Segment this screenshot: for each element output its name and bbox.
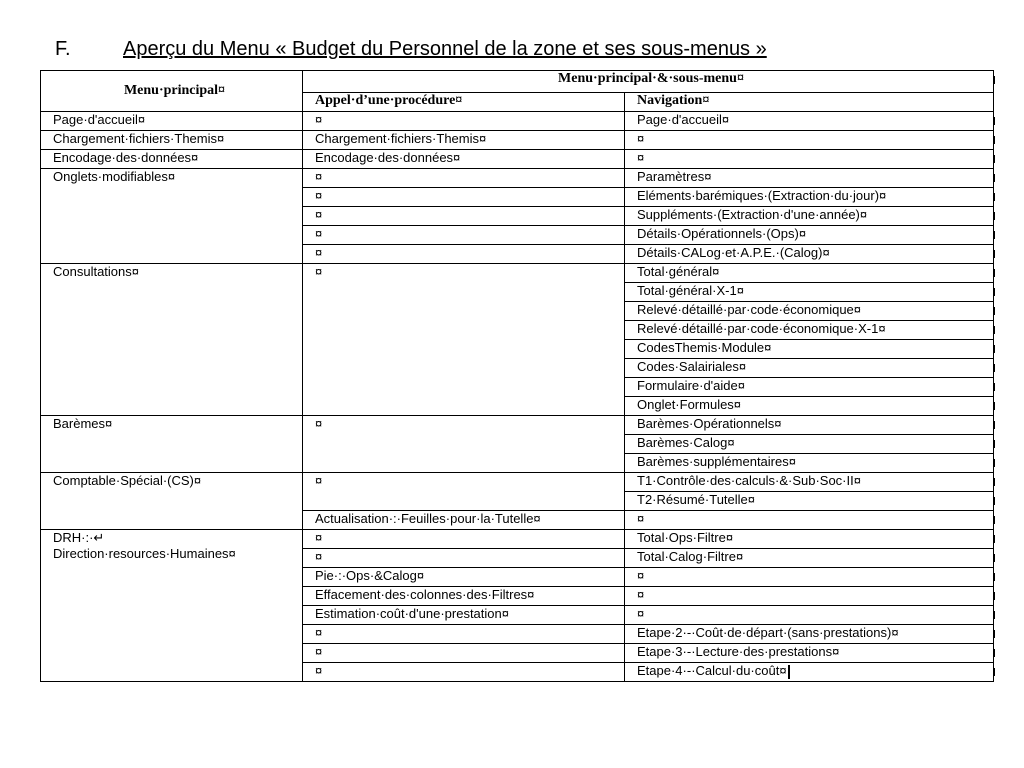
menu-table xyxy=(40,70,994,682)
cell-navigation: Onglet·Formules¤ xyxy=(625,397,994,416)
cell-procedure: ¤ xyxy=(303,473,625,511)
row-end-mark xyxy=(993,231,995,239)
row-end-mark xyxy=(993,535,995,543)
row-end-mark xyxy=(993,516,995,524)
cell-main: Consultations¤ xyxy=(41,264,303,416)
cell-navigation: Total·général¤ xyxy=(625,264,994,283)
cell-navigation: Barèmes·Opérationnels¤ xyxy=(625,416,994,435)
row-end-mark xyxy=(993,668,995,676)
row-end-mark xyxy=(993,440,995,448)
cell-procedure: ¤ xyxy=(303,169,625,188)
cell-procedure: Encodage·des·données¤ xyxy=(303,150,625,169)
row-end-mark xyxy=(993,402,995,410)
cell-navigation: Barèmes·Calog¤ xyxy=(625,435,994,454)
cell-navigation: Page·d'accueil¤ xyxy=(625,112,994,131)
header-main-menu: Menu·principal¤ xyxy=(41,71,303,112)
row-end-mark xyxy=(993,136,995,144)
row-end-mark xyxy=(993,155,995,163)
cell-procedure: ¤ xyxy=(303,226,625,245)
table-row xyxy=(41,150,994,169)
table-row xyxy=(41,530,994,549)
row-end-mark xyxy=(993,459,995,467)
row-end-mark xyxy=(993,307,995,315)
row-end-mark xyxy=(993,269,995,277)
last-nav-text: Etape·4·-·Calcul·du·coût¤ xyxy=(637,663,787,678)
cell-navigation: Eléments·barémiques·(Extraction·du·jour)¤ xyxy=(625,188,994,207)
cell-navigation: Détails·CALog·et·A.P.E.·(Calog)¤ xyxy=(625,245,994,264)
row-end-mark xyxy=(993,250,995,258)
drh-line-1: DRH·:·↵ xyxy=(53,530,105,545)
cell-navigation: Formulaire·d'aide¤ xyxy=(625,378,994,397)
row-end-mark xyxy=(993,174,995,182)
text-cursor xyxy=(788,665,790,679)
cell-navigation: Paramètres¤ xyxy=(625,169,994,188)
cell-main: Encodage·des·données¤ xyxy=(41,150,303,169)
cell-navigation: Détails·Opérationnels·(Ops)¤ xyxy=(625,226,994,245)
cell-main: Page·d'accueil¤ xyxy=(41,112,303,131)
cell-procedure: Estimation·coût·d'une·prestation¤ xyxy=(303,606,625,625)
row-end-mark xyxy=(993,478,995,486)
cell-navigation-last xyxy=(625,663,994,682)
table-row xyxy=(41,169,994,188)
section-heading xyxy=(55,38,767,61)
cell-navigation: Total·Calog·Filtre¤ xyxy=(625,549,994,568)
cell-navigation: T1·Contrôle·des·calculs·&·Sub·Soc·II¤ xyxy=(625,473,994,492)
cell-navigation: Etape·3·-·Lecture·des·prestations¤ xyxy=(625,644,994,663)
drh-line-2: Direction·resources·Humaines¤ xyxy=(53,546,236,561)
cell-navigation: Barèmes·supplémentaires¤ xyxy=(625,454,994,473)
row-end-mark xyxy=(993,364,995,372)
cell-procedure: Actualisation·:·Feuilles·pour·la·Tutelle¤ xyxy=(303,511,625,530)
cell-procedure: Chargement·fichiers·Themis¤ xyxy=(303,131,625,150)
row-end-mark xyxy=(993,117,995,125)
cell-procedure: ¤ xyxy=(303,549,625,568)
cell-procedure: ¤ xyxy=(303,625,625,644)
cell-procedure: ¤ xyxy=(303,644,625,663)
cell-main: Comptable·Spécial·(CS)¤ xyxy=(41,473,303,530)
cell-procedure: ¤ xyxy=(303,207,625,226)
row-end-mark xyxy=(993,554,995,562)
row-end-mark xyxy=(993,421,995,429)
cell-navigation: Codes·Salairiales¤ xyxy=(625,359,994,378)
cell-main: Chargement·fichiers·Themis¤ xyxy=(41,131,303,150)
cell-procedure: ¤ xyxy=(303,530,625,549)
table-row xyxy=(41,112,994,131)
cell-navigation: Total·Ops·Filtre¤ xyxy=(625,530,994,549)
cell-procedure: ¤ xyxy=(303,416,625,473)
row-end-mark xyxy=(993,611,995,619)
row-end-mark xyxy=(993,630,995,638)
header-procedure: Appel·d’une·procédure¤ xyxy=(303,92,625,111)
row-end-mark xyxy=(993,288,995,296)
cell-navigation: Suppléments·(Extraction·d'une·année)¤ xyxy=(625,207,994,226)
cell-main: Onglets·modifiables¤ xyxy=(41,169,303,264)
table-row xyxy=(41,131,994,150)
row-end-mark xyxy=(993,592,995,600)
row-end-mark xyxy=(993,76,995,84)
cell-procedure: ¤ xyxy=(303,264,625,416)
cell-navigation: ¤ xyxy=(625,511,994,530)
cell-procedure: Effacement·des·colonnes·des·Filtres¤ xyxy=(303,587,625,606)
cell-navigation: T2·Résumé·Tutelle¤ xyxy=(625,492,994,511)
table-row xyxy=(41,264,994,283)
section-title: Aperçu du Menu « Budget du Personnel de la zone et ses sous-menus » xyxy=(123,38,767,60)
cell-navigation: Etape·2·-·Coût·de·départ·(sans·prestations)¤ xyxy=(625,625,994,644)
row-end-mark xyxy=(993,212,995,220)
cell-navigation: ¤ xyxy=(625,568,994,587)
table-row xyxy=(41,416,994,435)
header-navigation: Navigation¤ xyxy=(625,92,994,111)
cell-navigation: ¤ xyxy=(625,150,994,169)
table-row xyxy=(41,473,994,492)
row-end-mark xyxy=(993,649,995,657)
row-end-mark xyxy=(993,573,995,581)
cell-main-drh xyxy=(41,530,303,682)
row-end-mark xyxy=(993,326,995,334)
end-of-row-marks xyxy=(993,70,997,720)
cell-procedure: ¤ xyxy=(303,245,625,264)
section-letter: F. xyxy=(55,38,71,60)
row-end-mark xyxy=(993,383,995,391)
cell-navigation: Relevé·détaillé·par·code·économique·X-1¤ xyxy=(625,321,994,340)
table-header-row xyxy=(41,71,994,93)
cell-procedure: ¤ xyxy=(303,663,625,682)
cell-navigation: ¤ xyxy=(625,131,994,150)
row-end-mark xyxy=(993,193,995,201)
row-end-mark xyxy=(993,345,995,353)
cell-navigation: ¤ xyxy=(625,606,994,625)
cell-navigation: ¤ xyxy=(625,587,994,606)
cell-procedure: ¤ xyxy=(303,188,625,207)
cell-navigation: CodesThemis·Module¤ xyxy=(625,340,994,359)
row-end-mark xyxy=(993,497,995,505)
cell-procedure: ¤ xyxy=(303,112,625,131)
header-group: Menu·principal·&·sous-menu¤ xyxy=(303,71,994,93)
cell-navigation: Total·général·X-1¤ xyxy=(625,283,994,302)
cell-main: Barèmes¤ xyxy=(41,416,303,473)
cell-procedure: Pie·:·Ops·&Calog¤ xyxy=(303,568,625,587)
cell-navigation: Relevé·détaillé·par·code·économique¤ xyxy=(625,302,994,321)
